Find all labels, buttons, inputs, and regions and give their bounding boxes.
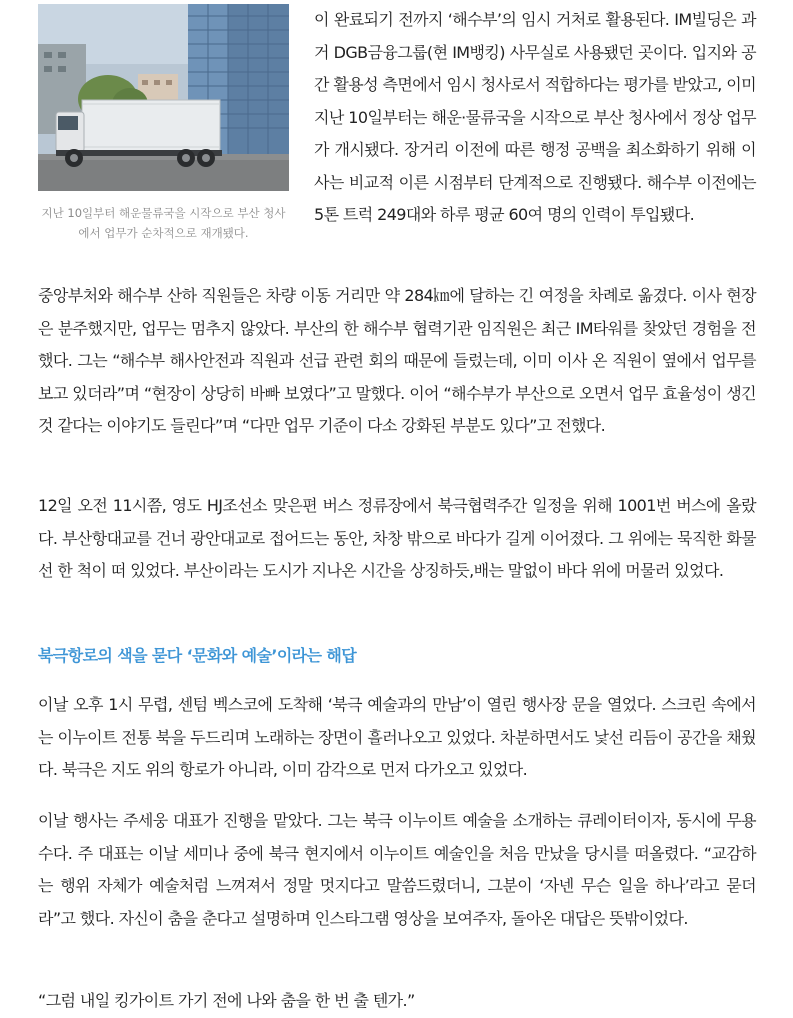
paragraph-bexco-event: 이날 오후 1시 무렵, 센텀 벡스코에 도착해 ‘북극 예술과의 만남’이 열린 행사장 문을 열었다. 스크린 속에서는 이누이트 전통 북을 두드리며 노래하는 장면이 흘러나오고 있었다. 차분하면서도 낯선 리듬이 공간을 채웠다. 북극은 지도 위의 항로가 아니라, 이미 감각으로 먼저 다가오고 있었다.	[38, 695, 756, 779]
section-subheading: 북극항로의 색을 묻다 ‘문화와 예술’이라는 해답	[38, 646, 357, 665]
article-figure	[38, 4, 289, 243]
figure-caption: 지난 10일부터 해운물류국을 시작으로 부산 청사에서 업무가 순차적으로 재개됐다.	[41, 206, 286, 240]
paragraph-bus-ride: 12일 오전 11시쯤, 영도 HJ조선소 맞은편 버스 정류장에서 북극협력주간 일정을 위해 1001번 버스에 올랐다. 부산항대교를 건너 광안대교로 접어드는 동안, 차창 밖으로 바다가 길게 이어졌다. 그 위에는 묵직한 화물선 한 척이 떠 있었다. 부산이라는 도시가 지나온 시간을 상징하듯,배는 말없이 바다 위에 머물러 있었다.	[38, 496, 756, 580]
truck-photo	[38, 4, 289, 191]
paragraph-intro: 이 완료되기 전까지 ‘해수부’의 임시 거처로 활용된다. IM빌딩은 과거 DGB금융그룹(현 IM뱅킹) 사무실로 사용됐던 곳이다. 입지와 공간 활용성 측면에서 임시 청사로서 적합하다는 평가를 받았고, 이미 지난 10일부터는 해운·물류국을 시작으로 부산 청사에서 정상 업무가 개시됐다. 장거리 이전에 따른 행정 공백을 최소화하기 위해 이사는 비교적 이른 시점부터 단계적으로 진행됐다. 해수부 이전에는 5톤 트럭 249대와 하루 평균 60여 명의 인력이 투입됐다.	[314, 10, 756, 224]
paragraph-curator: 이날 행사는 주세웅 대표가 진행을 맡았다. 그는 북극 이누이트 예술을 소개하는 큐레이터이자, 동시에 무용수다. 주 대표는 이날 세미나 중에 북극 현지에서 이누이트 예술인을 처음 만났을 당시를 떠올렸다. “교감하는 행위 자체가 예술처럼 느껴져서 정말 멋지다고 말씀드렸더니, 그분이 ‘자넨 무슨 일을 하나’라고 묻더라”고 했다. 자신이 춤을 춘다고 설명하며 인스타그램 영상을 보여주자, 돌아온 대답은 뜻밖이었다.	[38, 811, 756, 928]
paragraph-relocation: 중앙부처와 해수부 산하 직원들은 차량 이동 거리만 약 284㎞에 달하는 긴 여정을 차례로 옮겼다. 이사 현장은 분주했지만, 업무는 멈추지 않았다. 부산의 한 해수부 협력기관 임직원은 최근 IM타워를 찾았던 경험을 전했다. 그는 “해수부 해사안전과 직원과 선급 관련 회의 때문에 들렀는데, 이미 이사 온 직원이 옆에서 업무를 보고 있더라”며 “현장이 상당히 바빠 보였다”고 말했다. 이어 “해수부가 부산으로 오면서 업무 효율성이 생긴 것 같다는 이야기도 들린다”며 “다만 업무 기준이 다소 강화된 부분도 있다”고 전했다.	[38, 286, 756, 435]
paragraph-quote: “그럼 내일 킹가이트 가기 전에 나와 춤을 한 번 출 텐가.”	[38, 991, 415, 1010]
